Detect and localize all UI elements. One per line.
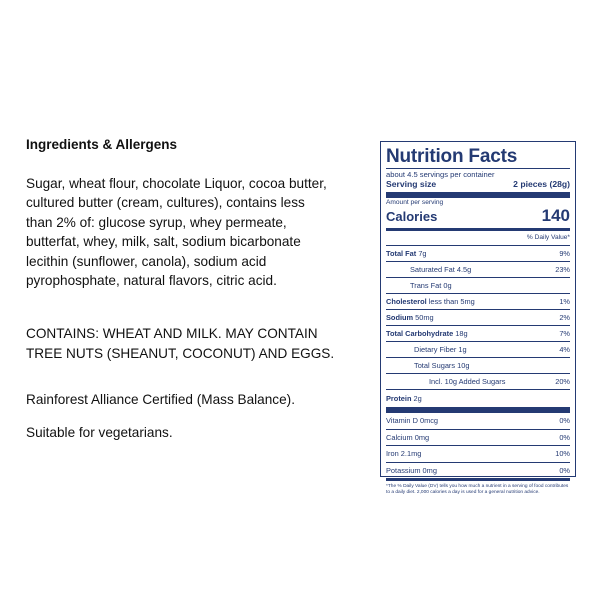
nutrient-row-vitamin-d xyxy=(386,413,570,429)
nutrient-row-cholesterol xyxy=(386,293,570,309)
nutrient-label: Total Sugars 10g xyxy=(414,361,470,370)
allergen-line: CONTAINS: WHEAT AND MILK. MAY CONTAIN xyxy=(26,326,318,342)
ingredients-heading: Ingredients & Allergens xyxy=(26,137,178,152)
nutrient-amount: 18g xyxy=(455,329,468,338)
nutrient-row-calcium xyxy=(386,429,570,446)
nutrient-label: Iron 2.1mg xyxy=(386,449,422,458)
nutrient-label: Calcium 0mg xyxy=(386,432,430,442)
nutrient-row-total-carbohydrate xyxy=(386,325,570,341)
allergen-line: TREE NUTS (SHEANUT, COCONUT) AND EGGS. xyxy=(26,345,335,361)
nutrient-amount: 2g xyxy=(413,394,422,403)
nutrition-title: Nutrition Facts xyxy=(386,146,518,167)
nutrient-label: Total Carbohydrate xyxy=(386,329,454,338)
serving-size-value: 2 pieces (28g) xyxy=(513,179,570,189)
certification-text: Rainforest Alliance Certified (Mass Balance). xyxy=(26,392,295,408)
nutrient-row-sodium xyxy=(386,309,570,325)
nutrient-label: Trans Fat 0g xyxy=(410,281,452,290)
ingredients-line: than 2% of: glucose syrup, whey permeate, xyxy=(26,214,287,230)
nutrient-label: Saturated Fat 4.5g xyxy=(410,265,472,274)
nutrient-row-saturated-fat xyxy=(386,261,570,277)
nutrient-amount: 50mg xyxy=(415,313,434,322)
vegetarian-text: Suitable for vegetarians. xyxy=(26,424,173,440)
nutrient-amount: less than 5mg xyxy=(428,297,475,306)
ingredients-list xyxy=(26,174,366,290)
ingredients-section xyxy=(26,137,366,442)
nutrient-label: Total Fat xyxy=(386,249,417,258)
nutrient-label: Vitamin D 0mcg xyxy=(386,416,439,425)
daily-value-footnote: *The % Daily Value (DV) tells you how much a nutrient in a serving of food contributes to a daily diet. 2,000 calories a day is used for a general nutrition advice. xyxy=(386,484,569,496)
nutrient-dv: 0% xyxy=(559,432,570,442)
nutrient-row-total-sugars xyxy=(386,357,570,373)
nutrient-dv: 20% xyxy=(555,377,570,386)
ingredients-line: Sugar, wheat flour, chocolate Liquor, cocoa butter, xyxy=(26,176,327,191)
nutrient-dv: 9% xyxy=(559,249,570,258)
nutrient-dv: 7% xyxy=(559,329,570,338)
nutrient-dv: 23% xyxy=(555,265,570,274)
nutrient-label: Cholesterol xyxy=(386,297,427,306)
nutrient-dv: 1% xyxy=(559,297,570,306)
nutrient-row-iron xyxy=(386,445,570,462)
nutrient-label: Dietary Fiber 1g xyxy=(414,345,467,354)
daily-value-header: % Daily Value* xyxy=(526,234,570,241)
calories-label: Calories xyxy=(386,209,438,224)
nutrient-dv: 0% xyxy=(559,416,570,425)
amount-per-serving: Amount per serving xyxy=(386,199,444,206)
nutrition-facts-label xyxy=(380,141,576,496)
allergen-statement xyxy=(26,324,366,363)
ingredients-line: butterfat, whey, milk, salt, sodium bicarbonate xyxy=(26,234,301,250)
nutrient-dv: 10% xyxy=(555,449,570,458)
nutrient-dv: 2% xyxy=(559,313,570,322)
nutrient-dv: 0% xyxy=(559,465,570,475)
nutrient-dv: 4% xyxy=(559,345,570,354)
calories-value: 140 xyxy=(541,206,570,225)
nutrient-label: Protein xyxy=(386,394,412,403)
servings-per-container: about 4.5 servings per container xyxy=(386,170,495,179)
ingredients-line: pyrophosphate, natural flavors, citric acid. xyxy=(26,273,277,289)
nutrient-amount: 7g xyxy=(418,249,427,258)
nutrient-label: Incl. 10g Added Sugars xyxy=(429,377,506,386)
nutrient-row-trans-fat xyxy=(386,277,570,293)
nutrient-row-protein xyxy=(386,389,570,407)
nutrient-label: Sodium xyxy=(386,313,414,322)
nutrient-row-total-fat xyxy=(386,245,570,261)
nutrient-row-added-sugars xyxy=(386,373,570,389)
serving-size-label: Serving size xyxy=(386,179,437,189)
nutrient-row-dietary-fiber xyxy=(386,341,570,357)
nutrient-label: Potassium 0mg xyxy=(386,465,437,475)
nutrient-row-potassium xyxy=(386,462,570,479)
ingredients-line: cultured butter (cream, cultures), contains less xyxy=(26,195,305,211)
calories-row xyxy=(386,207,570,226)
ingredients-line: lecithin (sunflower, canola), sodium acid xyxy=(26,253,267,269)
serving-size-row xyxy=(386,179,570,190)
